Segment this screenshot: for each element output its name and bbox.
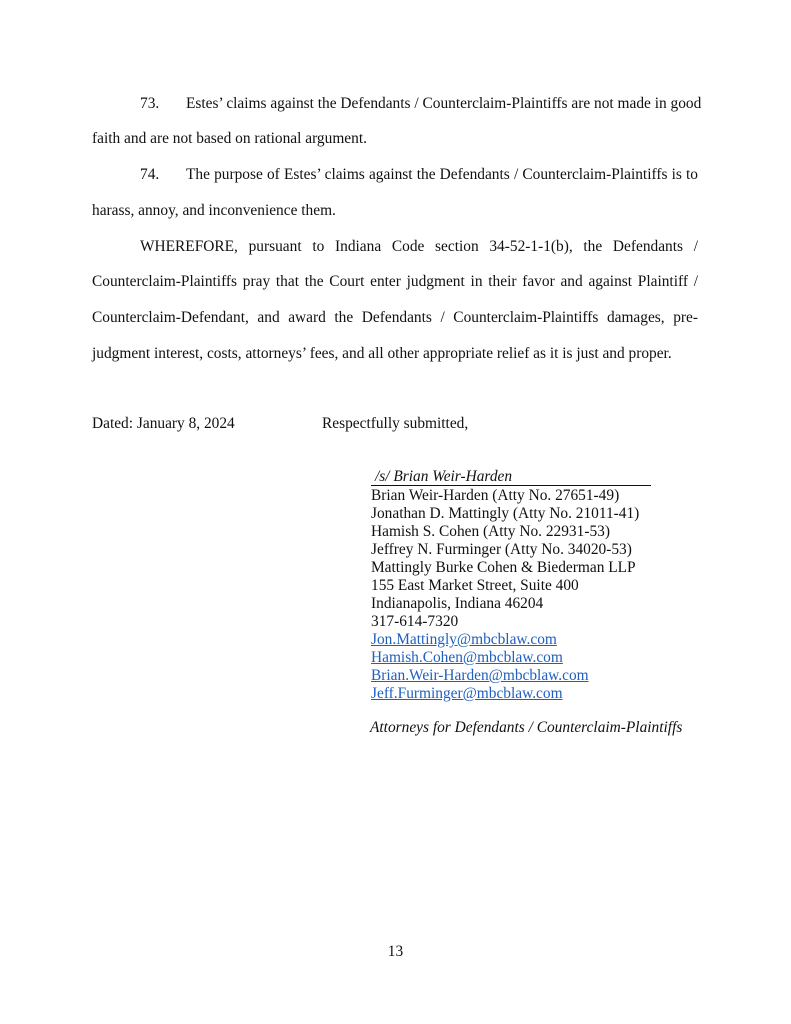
firm-name: Mattingly Burke Cohen & Biederman LLP xyxy=(371,559,636,576)
email-link-furminger[interactable]: Jeff.Furminger@mbcblaw.com xyxy=(371,685,563,702)
paragraph-74-number: 74. xyxy=(140,166,160,183)
email-link-weir-harden[interactable]: Brian.Weir-Harden@mbcblaw.com xyxy=(371,667,589,684)
signature-line-4: Jeffrey N. Furminger (Atty No. 34020-53) xyxy=(371,541,632,558)
paragraph-73-line-2: faith and are not based on rational argument. xyxy=(92,130,367,147)
signature-line-2: Jonathan D. Mattingly (Atty No. 21011-41) xyxy=(371,505,640,522)
wherefore-line-1: WHEREFORE, pursuant to Indiana Code section 34-52-1-1(b), the Defendants / xyxy=(140,238,698,255)
paragraph-74-line-2: harass, annoy, and inconvenience them. xyxy=(92,202,336,219)
signature-line-3: Hamish S. Cohen (Atty No. 22931-53) xyxy=(371,523,610,540)
electronic-signature: /s/ Brian Weir-Harden xyxy=(371,468,651,486)
signature-line-1: Brian Weir-Harden (Atty No. 27651-49) xyxy=(371,487,620,504)
firm-address-street: 155 East Market Street, Suite 400 xyxy=(371,577,579,594)
paragraph-73-number: 73. xyxy=(140,95,160,112)
respectfully-submitted: Respectfully submitted, xyxy=(322,415,469,432)
paragraph-74-text: The purpose of Estes’ claims against the Defendants / Counterclaim-Plaintiffs is to xyxy=(186,166,698,183)
paragraph-73-line-1 xyxy=(140,95,702,113)
dated-line: Dated: January 8, 2024 xyxy=(92,415,235,432)
firm-phone: 317-614-7320 xyxy=(371,613,459,630)
page-number: 13 xyxy=(387,943,404,960)
paragraph-74-line-1 xyxy=(140,166,698,184)
wherefore-line-3: Counterclaim-Defendant, and award the Defendants / Counterclaim-Plaintiffs damages, pre- xyxy=(92,309,698,326)
wherefore-line-2: Counterclaim-Plaintiffs pray that the Court enter judgment in their favor and against Plaintiff / xyxy=(92,273,698,290)
attorney-role: Attorneys for Defendants / Counterclaim-Plaintiffs xyxy=(370,719,683,736)
firm-address-city: Indianapolis, Indiana 46204 xyxy=(371,595,544,612)
email-link-cohen[interactable]: Hamish.Cohen@mbcblaw.com xyxy=(371,649,563,666)
email-link-mattingly[interactable]: Jon.Mattingly@mbcblaw.com xyxy=(371,631,557,648)
signature-block xyxy=(371,487,701,703)
wherefore-line-4: judgment interest, costs, attorneys’ fees, and all other appropriate relief as it is just and proper. xyxy=(92,345,672,362)
paragraph-73-text: Estes’ claims against the Defendants / Counterclaim-Plaintiffs are not made in good xyxy=(186,95,702,112)
